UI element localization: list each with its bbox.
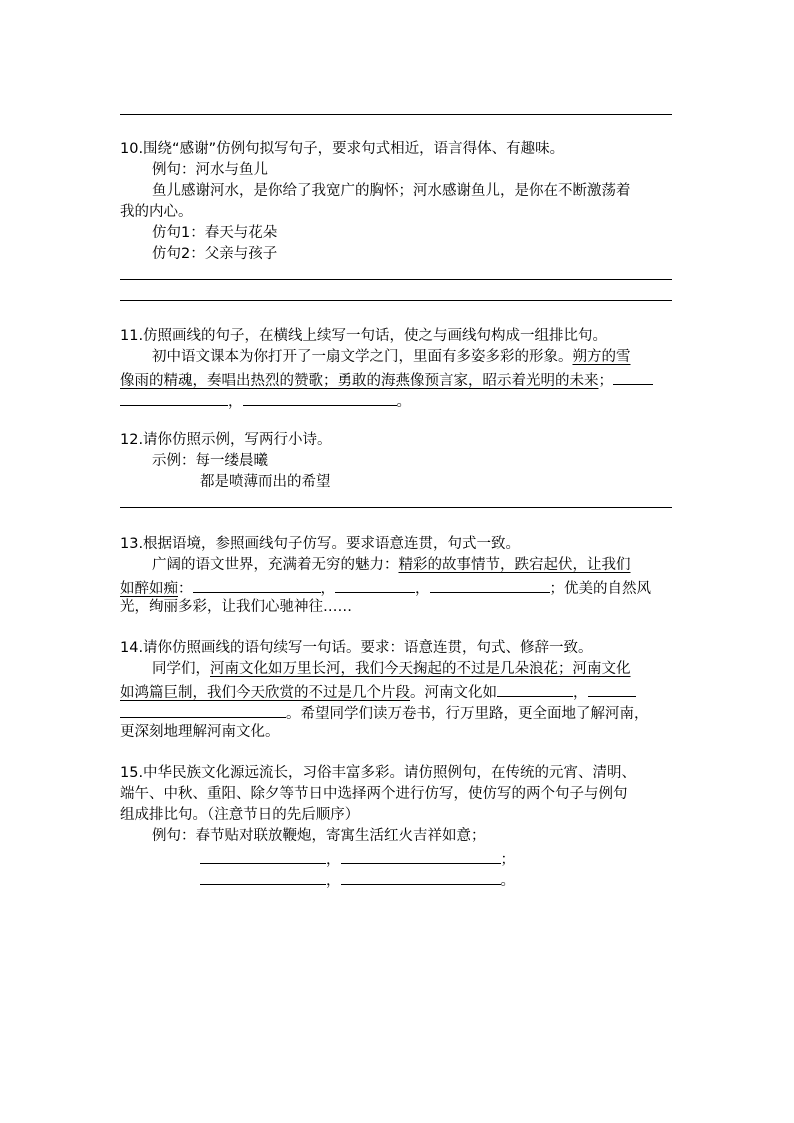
q11-line-3 bbox=[120, 389, 411, 412]
q13-text: 广阔的语文世界，充满着无穷的魅力： bbox=[152, 557, 399, 573]
fill-blank[interactable] bbox=[120, 701, 286, 718]
fill-blank[interactable] bbox=[341, 847, 501, 864]
q11-underlined-text: 像雨的精魂，奏唱出热烈的赞歌； bbox=[120, 373, 338, 389]
q11-underlined-text: 勇敢的海燕像预言家，昭示着光明的未来 bbox=[337, 373, 599, 389]
q14-underlined-text: 河南文化 bbox=[572, 661, 631, 677]
fill-blank[interactable] bbox=[120, 389, 228, 406]
q12-example-line2: 都是喷薄而出的希望 bbox=[200, 474, 331, 490]
fill-blank[interactable] bbox=[613, 368, 653, 385]
q11-line-1 bbox=[152, 347, 631, 367]
question-13-title: 13.根据语境，参照画线句子仿写。要求语意连贯，句式一致。 bbox=[120, 536, 521, 552]
fill-blank[interactable] bbox=[193, 576, 321, 593]
answer-line[interactable] bbox=[120, 300, 672, 301]
q11-period: 。 bbox=[396, 394, 411, 410]
q12-example-label: 示例：每一缕晨曦 bbox=[152, 453, 268, 469]
question-15-title-line-2: 端午、中秋、重阳、除夕等节日中选择两个进行仿写，使仿写的两个句子与例句 bbox=[120, 786, 628, 802]
question-10-title: 10.围绕“感谢”仿例句拟写句子，要求句式相近，语言得体、有趣味。 bbox=[120, 141, 565, 157]
question-12-title: 12.请你仿照示例，写两行小诗。 bbox=[120, 432, 332, 448]
q14-line-3 bbox=[120, 701, 649, 724]
q10-imitate-2: 仿句2：父亲与孩子 bbox=[152, 246, 278, 262]
fill-blank[interactable] bbox=[335, 576, 415, 593]
q13-line-3: 光，绚丽多彩，让我们心驰神往…… bbox=[120, 599, 352, 615]
q14-line-1 bbox=[152, 659, 631, 679]
question-15-title-line-3: 组成排比句。（注意节日的先后顺序） bbox=[120, 807, 360, 823]
question-11-title: 11.仿照画线的句子，在横线上续写一句话，使之与画线句构成一组排比句。 bbox=[120, 328, 608, 344]
q14-line-2: 如鸿篇巨制，我们今天欣赏的不过是几个片段。河南文化如 ， bbox=[120, 680, 636, 703]
fill-blank[interactable] bbox=[588, 680, 636, 697]
q11-underlined-text: 朔方的雪 bbox=[572, 349, 631, 365]
q15-answer-line-1: ， ； bbox=[200, 847, 515, 870]
fill-blank[interactable] bbox=[243, 389, 397, 406]
answer-line[interactable] bbox=[120, 114, 672, 115]
q14-underlined-text: 河南文化如万里长河，我们今天掬起的不过是几朵浪花； bbox=[210, 661, 573, 677]
answer-line[interactable] bbox=[120, 279, 672, 280]
q14-underlined-text: 如鸿篇巨制，我们今天欣赏的不过是几个片段 bbox=[120, 685, 410, 701]
q14-text: 同学们， bbox=[152, 661, 210, 677]
fill-blank[interactable] bbox=[497, 680, 573, 697]
q10-example-line1: 鱼儿感谢河水，是你给了我宽广的胸怀；河水感谢鱼儿，是你在不断激荡着 bbox=[152, 183, 631, 199]
q13-underlined-text: 如醉如痴 bbox=[120, 581, 178, 597]
fill-blank[interactable] bbox=[200, 847, 326, 864]
q11-comma: ， bbox=[228, 394, 243, 410]
q14-line-4: 更深刻地理解河南文化。 bbox=[120, 724, 280, 740]
q10-imitate-1: 仿句1：春天与花朵 bbox=[152, 225, 278, 241]
q14-text: 。河南文化如 bbox=[410, 685, 497, 701]
q11-semicolon: ； bbox=[598, 373, 613, 389]
answer-line[interactable] bbox=[120, 507, 672, 508]
q15-example: 例句：春节贴对联放鞭炮，寄寓生活红火吉祥如意； bbox=[152, 828, 486, 844]
q13-underlined-text: 精彩的故事情节，跌宕起伏，让我们 bbox=[398, 557, 631, 573]
q11-line-2 bbox=[120, 368, 653, 391]
q10-example-label: 例句：河水与鱼儿 bbox=[152, 162, 268, 178]
question-14-title: 14.请你仿照画线的语句续写一句话。要求：语意连贯，句式、修辞一致。 bbox=[120, 640, 593, 656]
q14-text: 。希望同学们读万卷书，行万里路，更全面地了解河南， bbox=[286, 706, 649, 722]
q13-text: ；优美的自然风 bbox=[549, 581, 651, 597]
q10-example-line2: 我的内心。 bbox=[120, 204, 193, 220]
fill-blank[interactable] bbox=[430, 576, 550, 593]
q13-line-2: 如醉如痴： ， ， ；优美的自然风 bbox=[120, 576, 651, 599]
question-15-title-line-1: 15.中华民族文化源远流长，习俗丰富多彩。请仿照例句，在传统的元宵、清明、 bbox=[120, 765, 637, 781]
fill-blank[interactable] bbox=[341, 868, 501, 885]
q15-answer-line-2: ， 。 bbox=[200, 868, 515, 891]
q13-line-1 bbox=[152, 555, 631, 575]
q11-text: 初中语文课本为你打开了一扇文学之门，里面有多姿多彩的形象。 bbox=[152, 349, 573, 365]
fill-blank[interactable] bbox=[200, 868, 326, 885]
